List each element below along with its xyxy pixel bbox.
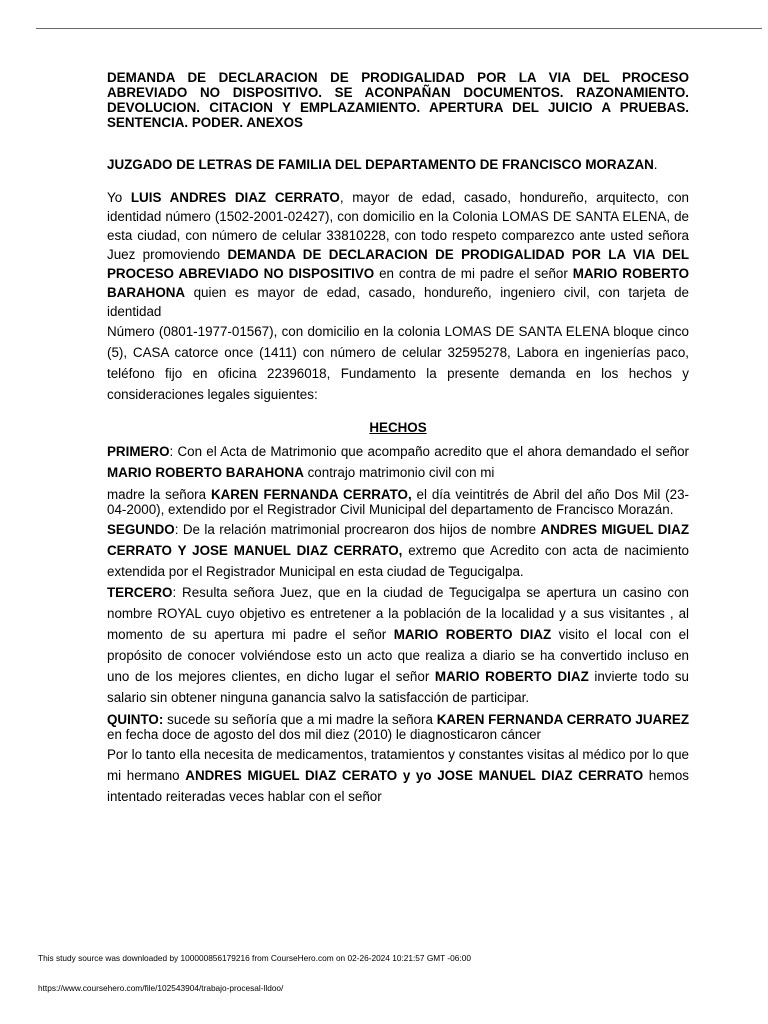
fact-segundo-text: extremo que Acredito con acta de nacimiento extendida por el Registrador Municipal en esta ciudad de Tegucigalpa. [107, 543, 689, 579]
top-divider [36, 28, 762, 29]
court-name: JUZGADO DE LETRAS DE FAMILIA DEL DEPARTAMENTO DE FRANCISCO MORAZAN [107, 157, 654, 172]
fact-primero-cont [107, 487, 689, 517]
intro-paragraph [107, 188, 689, 321]
fact-quinto [107, 712, 689, 742]
court-period: . [653, 157, 658, 172]
fact-quinto-label: QUINTO: [107, 712, 164, 727]
fact-quinto-text: hemos intentado reiteradas veces hablar con el señor [107, 768, 690, 804]
fact-tercero-name: MARIO ROBERTO DIAZ [434, 669, 589, 684]
fact-primero-name: KAREN FERNANDA CERRATO, [210, 487, 412, 502]
fact-primero [107, 441, 689, 483]
fact-quinto-text: sucede su señoría que a mi madre la señora [163, 712, 437, 727]
fact-tercero [107, 582, 689, 708]
fact-primero-text: : Con el Acta de Matrimonio que acompaño acredito que el ahora demandado el señor [169, 444, 689, 459]
fact-primero-text: madre la señora [107, 487, 211, 502]
fact-quinto-cont [107, 744, 689, 807]
plaintiff-name: LUIS ANDRES DIAZ CERRATO [130, 190, 340, 205]
fact-quinto-text: en fecha doce de agosto del dos mil diez (2010) le diagnosticaron cáncer [107, 727, 541, 742]
fact-quinto-names: ANDRES MIGUEL DIAZ CERATO y yo JOSE MANUEL DIAZ CERRATO [185, 768, 644, 783]
fact-tercero-name: MARIO ROBERTO DIAZ [393, 627, 552, 642]
fact-tercero-text: visito el local con el propósito de conocer volviéndose esto un acto que realiza a diario se ha convertido incluso en uno de los mejores clientes, en dicho lugar el señor [107, 627, 689, 684]
fact-quinto-text: Por lo tanto ella necesita de medicamentos, tratamientos y constantes visitas al médico por lo que mi hermano [107, 747, 689, 783]
fact-primero-name: MARIO ROBERTO BARAHONA [107, 465, 304, 480]
intro-yo: Yo [107, 190, 131, 205]
fact-quinto-name: KAREN FERNANDA CERRATO JUAREZ [436, 712, 690, 727]
court-heading [107, 157, 689, 172]
defendant-name: MARIO ROBERTO BARAHONA [107, 266, 689, 300]
source-url[interactable]: https://www.coursehero.com/file/102543904/trabajo-procesal-lldoo/ [38, 983, 284, 993]
fact-tercero-label: TERCERO [107, 585, 173, 600]
demand-type: DEMANDA DE DECLARACION DE PRODIGALIDAD POR LA VIA DEL PROCESO ABREVIADO NO DISPOSITIVO [107, 247, 689, 281]
defendant-details-1: quien es mayor de edad, casado, hondureño, ingeniero civil, con tarjeta de identidad [107, 285, 689, 319]
fact-segundo-label: SEGUNDO [107, 522, 175, 537]
fact-primero-text: el día veintitrés de Abril del año Dos Mil (23-04-2000), extendido por el Registrador Civil Municipal del departamento de Francisco Morazán. [107, 487, 689, 517]
defendant-details-paragraph: Número (0801-1977-01567), con domicilio en la colonia LOMAS DE SANTA ELENA bloque cinco (5), CASA catorce once (1411) con número de celular 32595278, Labora en ingenierías paco, teléfono fijo en oficina 22396018, Fundamento la presente demanda en los hechos y consideraciones legales siguientes: [107, 324, 689, 402]
plaintiff-details: , mayor de edad, casado, hondureño, arquitecto, con identidad número (1502-2001-02427), con domicilio en la Colonia LOMAS DE SANTA ELENA, de esta ciudad, con número de celular 33810228, con todo respeto comparezco ante usted señora Juez promoviendo [107, 190, 689, 262]
download-notice: This study source was downloaded by 100000856179216 from CourseHero.com on 02-26-2024 10:21:57 GMT -06:00 [38, 953, 471, 963]
fact-segundo-names: ANDRES MIGUEL DIAZ CERRATO Y JOSE MANUEL DIAZ CERRATO, [107, 522, 689, 558]
fact-segundo-text: : De la relación matrimonial procrearon dos hijos de nombre [174, 522, 541, 537]
fact-tercero-text: invierte todo su salario sin obtener ninguna ganancia salvo la satisfacción de participar. [107, 669, 689, 705]
fact-primero-text: contrajo matrimonio civil con mi [303, 465, 495, 480]
intro-against: en contra de mi padre el señor [374, 266, 573, 281]
fact-tercero-text: : Resulta señora Juez, que en la ciudad de Tegucigalpa se apertura un casino con nombre ROYAL cuyo objetivo es entretener a la población de la localidad y a sus visitantes , al momento de su apertura mi padre el señor [107, 585, 689, 642]
fact-segundo [107, 519, 689, 582]
document-body [107, 70, 689, 807]
document-title: DEMANDA DE DECLARACION DE PRODIGALIDAD POR LA VIA DEL PROCESO ABREVIADO NO DISPOSITIVO. SE ACONPAÑAN DOCUMENTOS. RAZONAMIENTO. DEVOLUCION. CITACION Y EMPLAZAMIENTO. APERTURA DEL JUICIO A PRUEBAS. SENTENCIA. PODER. ANEXOS [107, 70, 689, 130]
fact-primero-label: PRIMERO [107, 444, 170, 459]
facts-heading: HECHOS [369, 420, 427, 435]
